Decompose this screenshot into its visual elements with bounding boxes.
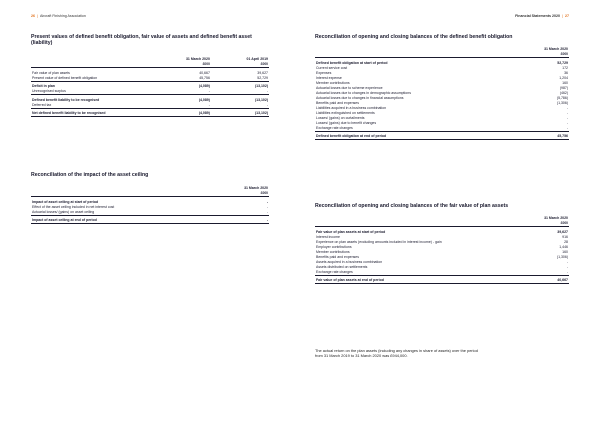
row-value: 172 (562, 65, 568, 70)
row-label: Fair value of plan assets at start of period (316, 229, 386, 234)
row-value: (4,089) (153, 111, 211, 117)
row-label: Exchange rate changes (315, 270, 513, 276)
row-value: (1,306) (556, 254, 568, 259)
column-unit: £000 (198, 191, 269, 197)
present-values-section (31, 34, 269, 117)
row-value: - (153, 103, 211, 109)
row-value: - (513, 270, 569, 276)
column-header: 31 March 2020 (185, 57, 210, 61)
row-label: Member contributions (316, 80, 350, 85)
row-label: Expenses (316, 70, 332, 75)
row-value: - (198, 218, 269, 224)
present-values-title: Present values of defined benefit obligation, fair value of assets and defined benefit asset (liability) (31, 34, 252, 46)
row-value: 45,756 (153, 76, 211, 82)
left-page-number: 26 (31, 14, 35, 18)
row-value: - (566, 264, 568, 269)
row-label: Losses/ (gains) due to benefit changes (316, 120, 377, 125)
row-label: Fair value of plan assets at end of period (315, 278, 513, 284)
row-value: (4,089) (198, 97, 210, 102)
row-label: Losses/ (gains) on curtailments (316, 115, 365, 120)
table-row (315, 134, 569, 140)
row-label: Impact of asset ceiling at end of period (31, 218, 198, 224)
present-values-table (31, 57, 269, 117)
column-unit: £000 (153, 62, 211, 68)
column-header: 31 March 2020 (544, 216, 568, 220)
column-header: 01 April 2019 (246, 57, 268, 61)
row-label: Actuarial losses/ (gains) on asset ceiling (31, 210, 198, 216)
row-value: (13,102) (254, 84, 268, 88)
row-value: (13,102) (211, 111, 269, 117)
row-value: 40,667 (199, 70, 210, 75)
row-label: Assets acquired in a business combination (316, 259, 383, 264)
row-value: (13,102) (254, 97, 268, 102)
row-label: Assets distributed on settlements (316, 264, 368, 269)
dbo-reconciliation-table (315, 47, 569, 140)
row-label: Present value of defined benefit obligation (31, 76, 153, 82)
note-line: from 31 March 2019 to 31 March 2020 was £944,000. (315, 353, 408, 359)
right-page-number: 27 (565, 14, 569, 18)
assets-reconciliation-table (315, 216, 569, 284)
row-label: Actuarial losses due to changes in financial assumptions (316, 95, 404, 100)
row-value: 1,446 (559, 244, 568, 249)
dbo-reconciliation-section (315, 34, 569, 140)
assets-reconciliation-title: Reconciliation of opening and closing balances of the fair value of plan assets (315, 203, 509, 209)
row-value: 39,627 (257, 70, 268, 75)
actual-return-note (315, 348, 569, 358)
row-label: Defined benefit liability to be recognised (32, 97, 100, 102)
column-unit: £000 (211, 62, 269, 68)
row-value: - (211, 103, 269, 109)
row-label: Fair value of plan assets (32, 70, 70, 75)
column-header: 31 March 2020 (244, 186, 268, 190)
row-label: Liabilities acquired in a business combination (316, 105, 387, 110)
table-row (315, 278, 569, 284)
right-header-title: Financial Statements 2020 (515, 14, 561, 18)
row-value: (1,306) (556, 100, 568, 105)
row-value: 39,627 (557, 229, 568, 234)
row-label: Defined benefit obligation at end of period (315, 134, 500, 140)
dbo-reconciliation-title: Reconciliation of opening and closing balances of the defined benefit obligation (315, 34, 513, 40)
row-label: Interest income (316, 234, 340, 239)
column-header: 31 March 2020 (544, 47, 568, 51)
row-value: 160 (562, 80, 568, 85)
column-unit: £000 (500, 52, 569, 58)
row-label: Deficit in plan (32, 84, 55, 88)
row-label: Employer contributions (316, 244, 352, 249)
row-value: (987) (559, 85, 568, 90)
row-label: Defined benefit obligation at start of period (316, 60, 388, 65)
row-value: (4,089) (198, 84, 210, 88)
row-value: 160 (562, 249, 568, 254)
row-value: (462) (559, 90, 568, 95)
row-value: - (566, 259, 568, 264)
row-label: Interest expense (316, 75, 342, 80)
asset-ceiling-title: Reconciliation of the impact of the asset ceiling (31, 172, 149, 178)
row-value: 52,729 (211, 76, 269, 82)
row-value: (5,786) (556, 95, 568, 100)
row-label: Benefits paid and expenses (316, 254, 360, 259)
right-page-header (515, 14, 569, 18)
row-value: 28 (564, 239, 568, 244)
row-value: - (500, 126, 569, 132)
header-separator: | (37, 14, 38, 18)
row-value: 45,756 (500, 134, 569, 140)
row-value: - (266, 199, 268, 204)
row-value: - (566, 120, 568, 125)
row-label: Liabilities extinguished on settlements (316, 110, 375, 115)
row-value: - (153, 89, 211, 95)
row-value: - (198, 210, 269, 216)
column-unit: £000 (513, 221, 569, 227)
note-line: The actual return on the plan assets (including any changes in share of assets) over the period (315, 348, 478, 353)
header-separator: | (562, 14, 563, 18)
row-value: - (211, 89, 269, 95)
row-label: Actuarial losses due to scheme experience (316, 85, 383, 90)
row-value: 36 (564, 70, 568, 75)
row-label: Effect of the asset ceiling included in net interest cost (32, 204, 115, 209)
row-value: 52,729 (557, 60, 568, 65)
asset-ceiling-table (31, 186, 269, 224)
assets-reconciliation-section (315, 203, 569, 284)
row-label: Actuarial losses due to changes in demographic assumptions (316, 90, 411, 95)
row-value: - (566, 110, 568, 115)
row-value: - (566, 105, 568, 110)
row-label: Net defined benefit liability to be recognised (31, 111, 153, 117)
table-row (31, 111, 269, 117)
row-value: - (566, 115, 568, 120)
row-label: Experience on plan assets (excluding amounts included in interest income) - gain (316, 239, 442, 244)
table-row (31, 218, 269, 224)
row-label: Current service cost (316, 65, 348, 70)
row-value: 916 (562, 234, 568, 239)
left-page-header (31, 14, 86, 18)
left-header-title: Aircraft Finishing Association (39, 14, 86, 18)
row-label: Unrecognised surplus (31, 89, 153, 95)
row-label: Member contributions (316, 249, 350, 254)
row-label: Benefits paid and expenses (316, 100, 360, 105)
row-value: - (266, 204, 268, 209)
row-label: Exchange rate changes (315, 126, 500, 132)
row-label: Impact of asset ceiling at start of period (32, 199, 99, 204)
asset-ceiling-section (31, 172, 269, 224)
row-label: Deferred tax (31, 103, 153, 109)
row-value: 1,204 (559, 75, 568, 80)
row-value: 40,667 (513, 278, 569, 284)
